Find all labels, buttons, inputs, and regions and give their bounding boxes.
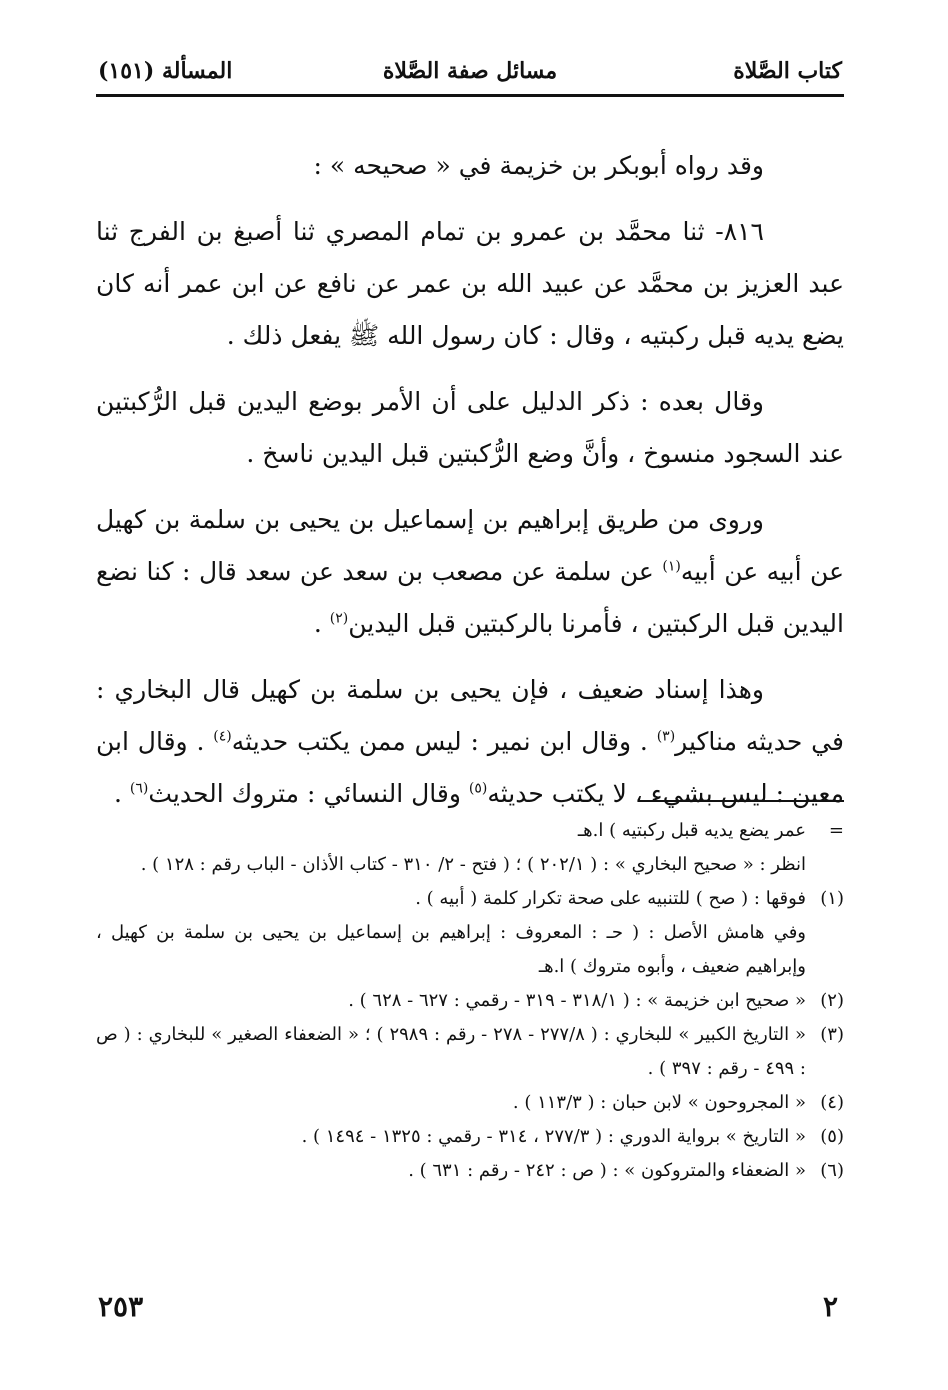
- footnote-text: عمر يضع يديه قبل ركبتيه ) ا.هـ: [577, 820, 806, 841]
- footnote-number: (١): [820, 888, 844, 909]
- footnote-text: « التاريخ » برواية الدوري : ( ٢٧٧/٣ ، ٣١٤ - رقمي : ١٣٢٥ - ١٤٩٤ ) .: [301, 1126, 806, 1147]
- footnote-text: فوقها : ( صح ) للتنبيه على صحة تكرار كلمة ( أبيه ) .: [415, 888, 806, 909]
- running-header: [96, 52, 844, 92]
- footnote-number: [806, 848, 844, 882]
- paragraph: [96, 664, 844, 820]
- footnote-marker: (٥): [468, 780, 488, 797]
- footnote: [96, 848, 844, 882]
- footnote-marker: (٤): [213, 728, 232, 745]
- footnote-text: وفي هامش الأصل : ( حـ : المعروف : إبراهيم بن إسماعيل بن يحيى بن سلمة بن كهيل ، وإبراهيم ضعيف ، وأبوه متروك ) ا.هـ: [96, 922, 806, 977]
- issue-number: المسألة (١٥١): [98, 58, 233, 84]
- paragraph: وقال بعده : ذكر الدليل على أن الأمر بوضع اليدين قبل الرُّكبتين عند السجود منسوخ ، وأنَّ وضع الرُّكبتين قبل اليدين ناسخ .: [96, 387, 844, 468]
- page-number: ٢٥٣: [98, 1290, 144, 1323]
- footnote-text: « التاريخ الكبير » للبخاري : ( ٢٧٧/٨ - ٢٧٨ - رقم : ٢٩٨٩ ) ؛ « الضعفاء الصغير » للبخاري : ( ص : ٤٩٩ - رقم : ٣٩٧ ) .: [96, 1024, 807, 1079]
- footnote: [96, 984, 844, 1018]
- book-page: [96, 40, 844, 1370]
- footnote-rule: [639, 800, 844, 802]
- book-title: كتاب الصَّلاة: [733, 58, 842, 84]
- footnote-number: =: [828, 820, 844, 841]
- footnote-marker: (١): [662, 558, 681, 575]
- footnote-number: (٣): [820, 1024, 844, 1045]
- footnote-number: [806, 916, 844, 984]
- paragraph-text: وقال النسائي : متروك الحديث: [148, 779, 469, 808]
- paragraph-text: . وقال ابن نمير : ليس ممن يكتب حديثه: [231, 727, 657, 756]
- footnote-number: (٢): [820, 990, 844, 1011]
- footnote-text: انظر : « صحيح البخاري » : ( ٢٠٢/١ ) ؛ ( فتح - ٢/ ٣١٠ - كتاب الأذان - الباب رقم : ١٢٨ ) .: [140, 854, 806, 875]
- volume-number: ٢: [822, 1290, 838, 1323]
- paragraph: ٨١٦- ثنا محمَّد بن عمرو بن تمام المصري ثنا أصبغ بن الفرج ثنا عبد العزيز بن محمَّد عن عبيد الله بن عمر عن نافع عن ابن عمر أنه كان يضع يديه قبل ركبتيه ، وقال : كان رسول الله ﷺ يفعل ذلك .: [96, 217, 844, 350]
- footnote: [96, 882, 844, 916]
- page-footer: [96, 1290, 844, 1330]
- paragraph-text: .: [113, 779, 130, 808]
- paragraph: [96, 494, 844, 650]
- footnotes: [96, 814, 844, 1188]
- paragraph-text: . وقال ابن معين : ليس بشيء ، لا يكتب حديثه: [96, 727, 844, 808]
- paragraph-text: وروى من طريق إبراهيم بن إسماعيل بن يحيى بن سلمة بن كهيل عن أبيه عن أبيه: [96, 505, 844, 586]
- footnote: [96, 814, 844, 848]
- main-text: [96, 140, 844, 834]
- footnote-marker: (٢): [329, 610, 349, 627]
- paragraph-text: وهذا إسناد ضعيف ، فإن يحيى بن سلمة بن كهيل قال البخاري : في حديثه مناكير: [96, 675, 844, 756]
- footnote: [96, 1154, 844, 1188]
- footnote-number: (٦): [820, 1160, 844, 1181]
- footnote-number: (٤): [820, 1092, 844, 1113]
- footnote-text: « المجروحون » لابن حبان : ( ١١٣/٣ ) .: [512, 1092, 806, 1113]
- footnote-marker: (٦): [129, 780, 149, 797]
- header-rule: [96, 94, 844, 97]
- footnote: [96, 1120, 844, 1154]
- footnote-number: (٥): [820, 1126, 844, 1147]
- paragraph-text: .: [313, 609, 330, 638]
- footnote: [96, 1086, 844, 1120]
- paragraph-text: عن سلمة عن مصعب بن سعد عن سعد قال : كنا نضع اليدين قبل الركبتين ، فأمرنا بالركبتين قبل اليدين: [96, 557, 844, 638]
- footnote: [96, 1018, 844, 1086]
- footnote: [96, 916, 844, 984]
- footnote-text: « صحيح ابن خزيمة » : ( ٣١٨/١ - ٣١٩ - رقمي : ٦٢٧ - ٦٢٨ ) .: [348, 990, 806, 1011]
- footnote-marker: (٣): [656, 728, 676, 745]
- footnote-text: « الضعفاء والمتروكون » : ( ص : ٢٤٢ - رقم : ٦٣١ ) .: [408, 1160, 806, 1181]
- chapter-title: مسائل صفة الصَّلاة: [382, 58, 558, 84]
- paragraph: وقد رواه أبوبكر بن خزيمة في « صحيحه » :: [313, 151, 764, 180]
